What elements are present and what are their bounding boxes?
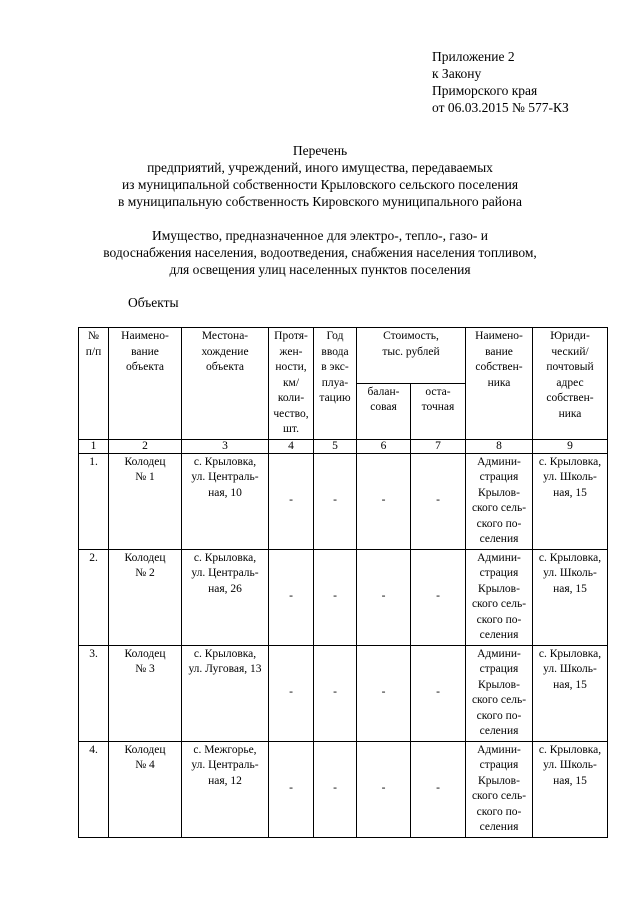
cell-line: адрес	[556, 376, 584, 389]
cell-line: ского по-	[476, 709, 522, 722]
cell-line: ского по-	[476, 805, 522, 818]
owner-name	[466, 741, 533, 837]
cell-line: Протя-	[274, 330, 308, 342]
cell-line: ул. Централь-	[191, 567, 259, 579]
residual-cost-value: -	[436, 589, 440, 602]
document-heading	[0, 142, 640, 278]
column-number: 6	[357, 439, 411, 453]
table-row	[79, 741, 608, 837]
cell-line: Стоимость,	[383, 330, 439, 342]
cell-line: № 4	[135, 759, 155, 771]
residual-cost	[411, 549, 466, 645]
cell-line: ника	[487, 376, 511, 389]
table-row	[79, 549, 608, 645]
cell-line: км/	[282, 376, 300, 389]
column-number: 7	[411, 439, 466, 453]
cell-line: страция	[479, 759, 519, 771]
appendix-line: Приморского края	[432, 83, 538, 98]
header-year	[314, 328, 357, 440]
commission-year-value: -	[333, 493, 337, 506]
cell-line: ского сель-	[471, 694, 527, 706]
appendix-block	[432, 48, 569, 116]
owner-name	[466, 645, 533, 741]
column-number: 3	[182, 439, 269, 453]
cell-line: собствен-	[475, 361, 523, 373]
owner-name	[466, 549, 533, 645]
header-row	[79, 328, 608, 384]
cell-line: объекта	[205, 361, 245, 373]
cell-line: с. Крыловка,	[538, 743, 602, 756]
column-number: 1	[79, 439, 109, 453]
cell-line: селения	[479, 725, 519, 737]
owner-address	[533, 645, 608, 741]
header-residual	[411, 383, 466, 439]
row-number: 4.	[79, 741, 109, 837]
balance-cost-value: -	[381, 685, 386, 698]
cell-line: ника	[558, 407, 582, 420]
cell-line: ная, 15	[553, 582, 587, 595]
cell-line: Колодец	[124, 743, 166, 756]
column-number: 4	[269, 439, 314, 453]
object-length-value: -	[289, 685, 293, 698]
cell-line: с. Крыловка,	[193, 647, 257, 660]
cell-line: собствен-	[546, 392, 594, 404]
residual-cost-value: -	[436, 781, 440, 794]
cell-line: ная, 15	[553, 486, 587, 499]
cell-line: селения	[479, 533, 519, 545]
cell-line: № 3	[135, 663, 155, 675]
object-name	[109, 549, 182, 645]
cell-line: Колодец	[124, 551, 166, 564]
cell-line: Крылов-	[478, 582, 520, 595]
cell-line: с. Межгорье,	[193, 743, 257, 756]
cell-line: Колодец	[124, 455, 166, 468]
cell-line: страция	[479, 663, 519, 675]
cell-line: чество,	[273, 407, 309, 420]
cell-line: Админи-	[477, 551, 521, 564]
object-length	[269, 645, 314, 741]
row-number: 3.	[79, 645, 109, 741]
object-name	[109, 741, 182, 837]
column-number: 8	[466, 439, 533, 453]
object-location	[182, 741, 269, 837]
table-row	[79, 645, 608, 741]
cell-line: № 2	[135, 567, 155, 579]
cell-line: Год	[326, 330, 344, 342]
cell-line: оста-	[425, 385, 451, 398]
cell-line: ная, 12	[208, 774, 242, 787]
object-length-value: -	[289, 781, 293, 794]
cell-line: ул. Школь-	[543, 759, 597, 771]
cell-line: п/п	[85, 345, 102, 358]
title-line: из муниципальной собственности Крыловского сельского поселения	[121, 177, 519, 192]
header-balance	[357, 383, 411, 439]
cell-line: ческий/	[551, 345, 589, 358]
section-label: Объекты	[128, 295, 179, 310]
commission-year	[314, 645, 357, 741]
cell-line: страция	[479, 471, 519, 483]
cell-line: Наимено-	[121, 330, 169, 342]
cell-line: в экс-	[321, 361, 349, 373]
balance-cost-value: -	[381, 781, 386, 794]
cell-line: страция	[479, 567, 519, 579]
cell-line: ная, 26	[208, 582, 242, 595]
cell-line: Админи-	[477, 743, 521, 756]
residual-cost-value: -	[436, 493, 440, 506]
title-main: Перечень	[292, 143, 348, 158]
cell-line: балан-	[367, 385, 400, 398]
subtitle-line: для освещения улиц населенных пунктов поселения	[169, 262, 471, 277]
cell-line: почтовый	[546, 361, 594, 373]
balance-cost	[357, 549, 411, 645]
residual-cost	[411, 741, 466, 837]
cell-line: совая	[370, 401, 397, 414]
commission-year-value: -	[333, 781, 337, 794]
cell-line: плуа-	[321, 376, 349, 389]
cell-line: с. Крыловка,	[538, 647, 602, 660]
object-length-value: -	[289, 493, 293, 506]
cell-line: вание	[131, 345, 159, 358]
object-length	[269, 741, 314, 837]
header-location	[182, 328, 269, 440]
balance-cost	[357, 453, 411, 549]
cell-line: селения	[479, 821, 519, 833]
balance-cost	[357, 645, 411, 741]
balance-cost-value: -	[381, 493, 386, 506]
column-number: 9	[533, 439, 608, 453]
commission-year	[314, 453, 357, 549]
cell-line: ского сель-	[471, 598, 527, 610]
residual-cost	[411, 453, 466, 549]
cell-line: с. Крыловка,	[538, 551, 602, 564]
cell-line: ского сель-	[471, 502, 527, 514]
cell-line: ул. Централь-	[191, 471, 259, 483]
object-name	[109, 645, 182, 741]
cell-line: Админи-	[477, 455, 521, 468]
commission-year	[314, 549, 357, 645]
cell-line: вание	[485, 345, 513, 358]
cell-line: Крылов-	[478, 486, 520, 499]
cell-line: Крылов-	[478, 678, 520, 691]
commission-year	[314, 741, 357, 837]
cell-line: ности,	[275, 361, 307, 373]
balance-cost-value: -	[381, 589, 386, 602]
subtitle-line: Имущество, предназначенное для электро-, тепло-, газо- и	[152, 228, 488, 243]
title-line: предприятий, учреждений, иного имущества, передаваемых	[147, 160, 493, 175]
subtitle-line: водоснабжения населения, водоотведения, снабжения населения топливом,	[103, 245, 537, 260]
property-table	[78, 327, 608, 838]
row-number: 2.	[79, 549, 109, 645]
cell-line: хождение	[201, 345, 249, 358]
appendix-line: от 06.03.2015 № 577-КЗ	[432, 100, 569, 115]
appendix-line: к Закону	[432, 66, 482, 81]
cell-line: ул. Луговая, 13	[188, 663, 262, 675]
cell-line: ул. Школь-	[543, 663, 597, 675]
residual-cost	[411, 645, 466, 741]
object-length	[269, 453, 314, 549]
object-location	[182, 645, 269, 741]
cell-line: ского по-	[476, 517, 522, 530]
cell-line: ввода	[321, 345, 349, 358]
object-length	[269, 549, 314, 645]
cell-line: ная, 15	[553, 678, 587, 691]
cell-line: тыс. рублей	[382, 345, 440, 358]
cell-line: ул. Централь-	[191, 759, 259, 771]
object-location	[182, 549, 269, 645]
cell-line: коли-	[277, 392, 305, 404]
cell-line: Колодец	[124, 647, 166, 660]
object-location	[182, 453, 269, 549]
header-length	[269, 328, 314, 440]
cell-line: с. Крыловка,	[193, 551, 257, 564]
cell-line: ул. Школь-	[543, 471, 597, 483]
cell-line: Крылов-	[478, 774, 520, 787]
column-number-row	[79, 439, 608, 453]
header-name	[109, 328, 182, 440]
cell-line: объекта	[125, 361, 165, 373]
header-address	[533, 328, 608, 440]
column-number: 5	[314, 439, 357, 453]
cell-line: ная, 15	[553, 774, 587, 787]
cell-line: ского сель-	[471, 790, 527, 802]
object-name	[109, 453, 182, 549]
cell-line: Админи-	[477, 647, 521, 660]
cell-line: селения	[479, 629, 519, 641]
owner-name	[466, 453, 533, 549]
appendix-line: Приложение 2	[432, 49, 515, 64]
header-owner	[466, 328, 533, 440]
owner-address	[533, 453, 608, 549]
owner-address	[533, 549, 608, 645]
cell-line: шт.	[283, 423, 299, 435]
residual-cost-value: -	[436, 685, 440, 698]
commission-year-value: -	[333, 589, 337, 602]
cell-line: ная, 10	[208, 486, 242, 499]
column-number: 2	[109, 439, 182, 453]
cell-line: с. Крыловка,	[538, 455, 602, 468]
cell-line: Наимено-	[475, 330, 523, 342]
cell-line: точная	[421, 401, 455, 414]
cell-line: Местона-	[201, 330, 249, 342]
object-length-value: -	[289, 589, 293, 602]
cell-line: № 1	[135, 471, 155, 483]
table-row	[79, 453, 608, 549]
cell-line: жен-	[279, 345, 303, 358]
header-num	[79, 328, 109, 440]
commission-year-value: -	[333, 685, 337, 698]
row-number: 1.	[79, 453, 109, 549]
cell-line: ул. Школь-	[543, 567, 597, 579]
owner-address	[533, 741, 608, 837]
cell-line: ского по-	[476, 613, 522, 626]
cell-line: тацию	[319, 392, 351, 404]
cell-line: с. Крыловка,	[193, 455, 257, 468]
header-cost	[357, 328, 466, 384]
balance-cost	[357, 741, 411, 837]
cell-line: Юриди-	[550, 330, 590, 342]
title-line: в муниципальную собственность Кировского муниципального района	[118, 194, 522, 209]
cell-line: №	[88, 330, 99, 342]
